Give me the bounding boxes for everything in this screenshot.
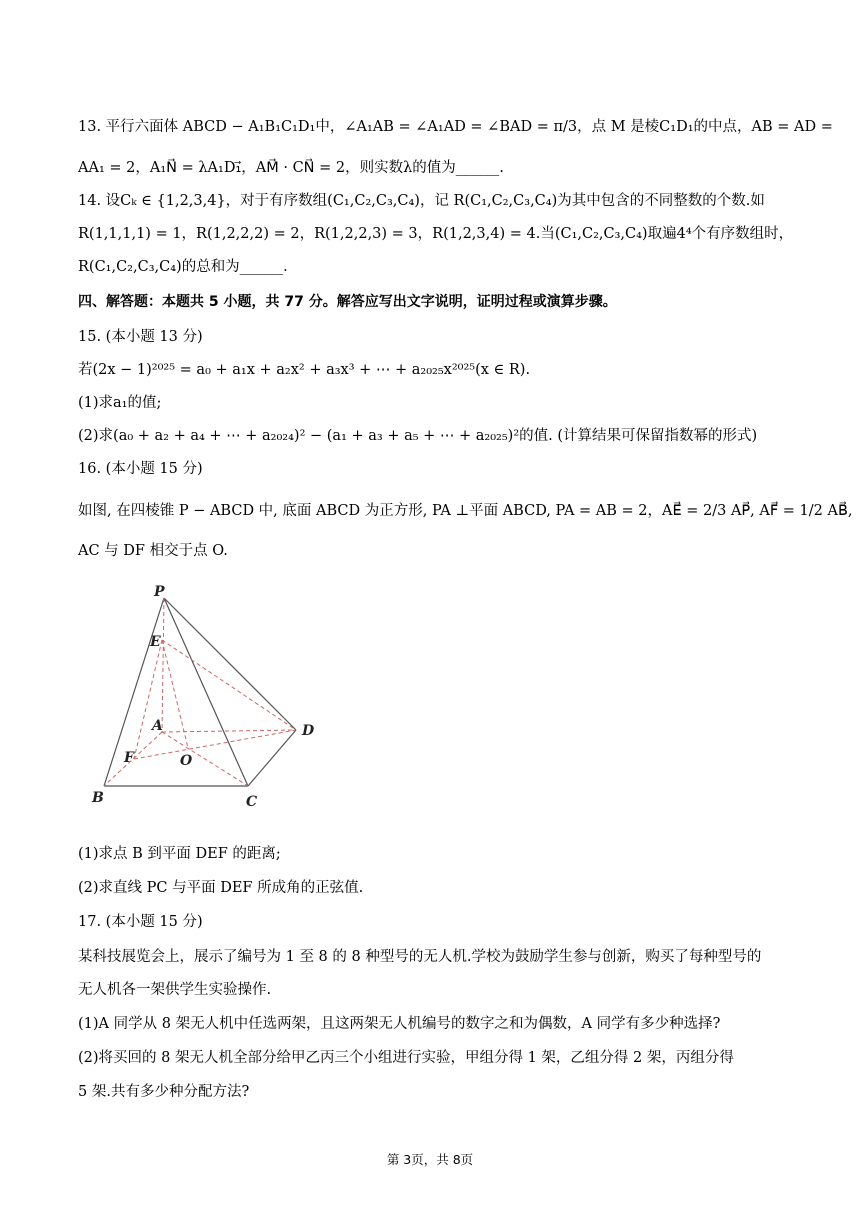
label-e: E: [150, 634, 161, 650]
q16-stem1: 如图, 在四棱锥 P − ABCD 中, 底面 ABCD 为正方形, PA ⊥平面 ABCD, PA = AB = 2，AE⃗ = 2/3 AP⃗, AF⃗ = 1/2 AB⃗,: [78, 503, 853, 519]
q15-header: 15. (本小题 13 分): [78, 329, 203, 345]
q17-stem2: 无人机各一架供学生实验操作.: [78, 982, 272, 998]
label-a: A: [152, 718, 163, 734]
label-c: C: [246, 794, 258, 810]
q15-stem: 若(2x − 1)²⁰²⁵ = a₀ + a₁x + a₂x² + a₃x³ + ⋯ + a₂₀₂₅x²⁰²⁵(x ∈ R).: [78, 362, 531, 378]
section-heading: 四、解答题：本题共 5 小题，共 77 分。解答应写出文字说明，证明过程或演算步骤。: [78, 294, 617, 310]
q17-part2b: 5 架.共有多少种分配方法?: [78, 1084, 250, 1100]
q16-part2: (2)求直线 PC 与平面 DEF 所成角的正弦值.: [78, 880, 364, 896]
label-f: F: [124, 750, 134, 766]
page-footer: 第 3页，共 8页: [386, 1152, 474, 1167]
q14-line3: R(C₁,C₂,C₃,C₄)的总和为______.: [78, 259, 288, 275]
q17-header: 17. (本小题 15 分): [78, 914, 203, 930]
q13-line2: AA₁ = 2，A₁N⃗ = λA₁D₁⃗，AM⃗ · CN⃗ = 2，则实数λ的值为______.: [78, 160, 504, 176]
q14-line1: 14. 设Cₖ ∈ {1,2,3,4}，对于有序数组(C₁,C₂,C₃,C₄)，记 R(C₁,C₂,C₃,C₄)为其中包含的不同整数的个数.如: [78, 193, 765, 209]
q15-part2: (2)求(a₀ + a₂ + a₄ + ⋯ + a₂₀₂₄)² − (a₁ + a₃ + a₅ + ⋯ + a₂₀₂₅)²的值. (计算结果可保留指数幂的形式): [78, 428, 758, 444]
label-p: P: [154, 584, 165, 600]
q15-part1: (1)求a₁的值;: [78, 395, 162, 411]
q16-header: 16. (本小题 15 分): [78, 461, 203, 477]
q17-part2a: (2)将买回的 8 架无人机全部分给甲乙丙三个小组进行实验，甲组分得 1 架，乙组分得 2 架，丙组分得: [78, 1050, 734, 1066]
label-o: O: [180, 753, 193, 769]
pyramid-figure: [88, 580, 328, 810]
q13-line1: 13. 平行六面体 ABCD − A₁B₁C₁D₁中，∠A₁AB = ∠A₁AD = ∠BAD = π/3，点 M 是棱C₁D₁的中点，AB = AD =: [78, 119, 833, 135]
label-d: D: [302, 723, 315, 739]
q17-stem1: 某科技展览会上，展示了编号为 1 至 8 的 8 种型号的无人机.学校为鼓励学生参与创新，购买了每种型号的: [78, 949, 762, 965]
q16-stem2: AC 与 DF 相交于点 O.: [78, 543, 228, 559]
q14-line2: R(1,1,1,1) = 1，R(1,2,2,2) = 2，R(1,2,2,3) = 3，R(1,2,3,4) = 4.当(C₁,C₂,C₃,C₄)取遍4⁴个有序数组时，: [78, 226, 794, 242]
q17-part1: (1)A 同学从 8 架无人机中任选两架，且这两架无人机编号的数字之和为偶数，A 同学有多少种选择?: [78, 1016, 721, 1032]
q16-part1: (1)求点 B 到平面 DEF 的距离;: [78, 846, 281, 862]
label-b: B: [92, 790, 104, 806]
